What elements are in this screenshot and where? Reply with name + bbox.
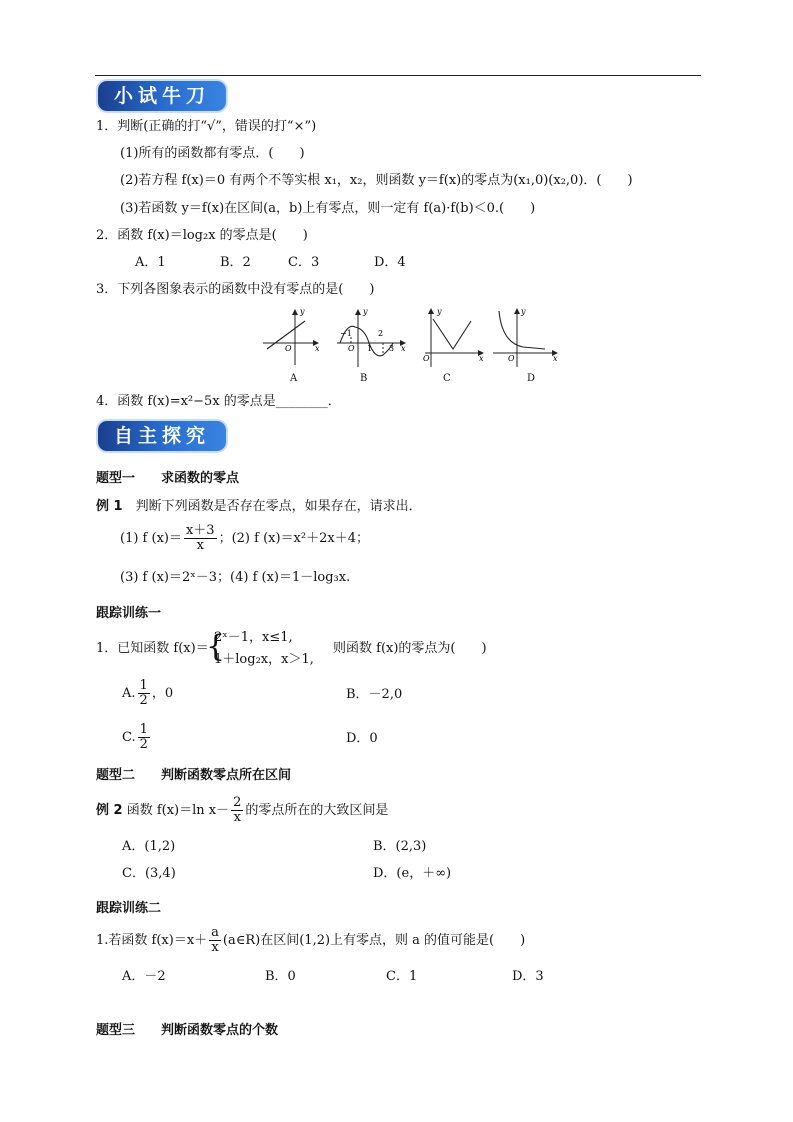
ex2-frac-num: 2 [233, 795, 242, 810]
ex2-option-c: C．(3,4) [122, 866, 176, 881]
q2-option-d: D．4 [374, 255, 406, 270]
banner-try: 小试牛刀 [98, 81, 226, 111]
practice1-option-a [122, 678, 173, 710]
practice1-option-c-den: 2 [139, 737, 148, 752]
practice2-fraction [209, 926, 221, 955]
graph-d [493, 307, 558, 367]
ex2-line [96, 796, 388, 826]
practice1-option-a-fraction [138, 679, 150, 708]
graph-c [423, 307, 484, 367]
practice1-option-a-suffix: ，0 [151, 686, 174, 701]
type2-title: 题型二 判断函数零点所在区间 [96, 768, 292, 783]
q1-s2: (2)若方程 f(x)＝0 有两个不等实根 x₁，x₂，则函数 y＝f(x)的零点为(x₁,0)(x₂,0)．( ) [120, 173, 633, 188]
ex1-formula-1 [120, 524, 369, 554]
ex2-option-b: B．(2,3) [373, 839, 427, 854]
q2-option-c: C．3 [288, 255, 320, 270]
graph-d-y-label: y [521, 307, 526, 316]
practice1-option-d: D．0 [346, 731, 378, 746]
graph-label-b: B [360, 373, 368, 384]
graph-b-y-label: y [363, 307, 368, 316]
ex1-text: 判断下列函数是否存在零点，如果存在，请求出． [122, 499, 422, 514]
practice1-option-b: B．－2,0 [346, 687, 403, 702]
ex2-option-d: D．(e，＋∞) [373, 866, 452, 881]
practice2-stem-suffix: (a∈R)在区间(1,2)上有零点，则 a 的值可能是( ) [222, 933, 526, 948]
practice2-option-d: D．3 [512, 969, 544, 984]
q1-s3: (3)若函数 y＝f(x)在区间(a，b)上有零点，则一定有 f(a)·f(b)＜0.( ) [120, 201, 536, 216]
graph-d-x-label: x [553, 354, 558, 363]
graph-b-tick-1: 1 [367, 344, 373, 353]
graph-b-tick-neg1: −1 [340, 329, 352, 338]
graph-b-tick-2: 2 [378, 329, 384, 338]
practice1-title: 跟踪训练一 [96, 606, 162, 621]
ex2-frac-den: x [233, 810, 241, 825]
practice1-option-c [122, 722, 152, 754]
graph-a-x-label: x [315, 344, 320, 353]
graph-a [263, 307, 320, 365]
ex1-line [96, 498, 422, 516]
ex1-f2: ；(2) f (x)＝x²＋2x＋4； [218, 531, 369, 546]
ex1-f1-den: x [196, 538, 204, 553]
graph-c-x-label: x [479, 354, 484, 363]
practice2-frac-num: a [211, 925, 219, 940]
practice1-stem-prefix: 1．已知函数 f(x)＝ [96, 641, 209, 656]
practice2-frac-den: x [211, 940, 219, 955]
ex1-label: 例 1 [96, 499, 123, 514]
practice1-option-a-den: 2 [139, 693, 148, 708]
practice2-option-a: A．－2 [122, 969, 166, 984]
q3-stem: 3．下列各图象表示的函数中没有零点的是( ) [96, 282, 375, 297]
type1-title: 题型一 求函数的零点 [96, 471, 240, 486]
graph-d-origin: O [508, 354, 515, 363]
practice1-option-c-fraction [138, 723, 150, 752]
q1-stem: 1．判断(正确的打“√”，错误的打“×”) [96, 119, 317, 134]
ex2-text-suffix: 的零点所在的大致区间是 [245, 803, 389, 818]
practice1-case2: 1＋log₂x，x＞1, [214, 652, 314, 667]
graph-c-y-label: y [437, 307, 442, 316]
ex1-f1-prefix: (1) f (x)＝ [120, 531, 182, 546]
practice2-option-b: B．0 [265, 969, 296, 984]
q1-s1: (1)所有的函数都有零点．( ) [120, 146, 305, 161]
practice2-title: 跟踪训练二 [96, 901, 162, 916]
practice1-option-c-num: 1 [139, 722, 148, 737]
practice2-stem-prefix: 1.若函数 f(x)＝x＋ [96, 933, 208, 948]
graph-label-a: A [290, 373, 298, 384]
ex1-f1-num: x＋3 [185, 523, 215, 538]
ex1-f3: (3) f (x)＝2ˣ－3；(4) f (x)＝1－log₃x. [120, 570, 351, 585]
graph-label-c: C [443, 373, 451, 384]
graph-b-tick-3: 3 [389, 344, 395, 353]
q3-graphs [255, 305, 570, 390]
graph-c-origin: O [423, 354, 430, 363]
ex2-option-a: A．(1,2) [122, 839, 176, 854]
q2-stem: 2．函数 f(x)＝log₂x 的零点是( ) [96, 228, 308, 243]
graph-b [337, 307, 406, 367]
practice1-stem-suffix: 则函数 f(x)的零点为( ) [333, 641, 487, 656]
ex2-fraction [231, 796, 243, 825]
graph-label-d: D [527, 373, 536, 384]
graph-a-y-label: y [300, 307, 305, 316]
practice2-option-c: C．1 [386, 969, 418, 984]
graph-b-origin: O [348, 344, 355, 353]
ex2-label: 例 2 [96, 803, 123, 818]
practice1-option-c-prefix: C. [122, 730, 136, 745]
graph-a-origin: O [285, 344, 292, 353]
practice1-option-a-prefix: A. [122, 686, 136, 701]
practice1-option-a-num: 1 [139, 678, 148, 693]
q2-option-a: A．1 [135, 255, 166, 270]
graph-b-x-label: x [401, 344, 406, 353]
practice1-case1: 2ˣ－1，x≤1, [214, 630, 293, 645]
q2-option-b: B．2 [220, 255, 251, 270]
q4-stem: 4．函数 f(x)=x²−5x 的零点是________． [96, 394, 341, 409]
banner-explore: 自主探究 [98, 421, 226, 451]
type3-title: 题型三 判断函数零点的个数 [96, 1023, 279, 1038]
practice2-stem [96, 926, 525, 956]
top-rule [95, 75, 701, 76]
ex1-f1-fraction [184, 524, 217, 553]
practice1-brace: { [206, 629, 226, 664]
ex2-text-prefix: 函数 f(x)＝ln x－ [122, 803, 230, 818]
